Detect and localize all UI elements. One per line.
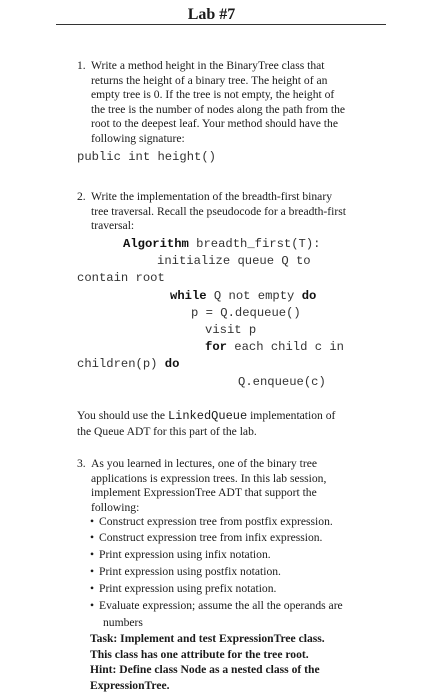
- list-item: Print expression using infix notation.: [99, 548, 271, 562]
- question-line: the Queue ADT for this part of the lab.: [77, 425, 257, 438]
- question-number: 2.: [77, 190, 86, 203]
- question-line: empty tree is 0. If the tree is not empty, the height of: [91, 88, 335, 102]
- text-span: You should use the: [77, 409, 166, 422]
- bullet-icon: •: [90, 531, 95, 545]
- question-line: [77, 409, 335, 424]
- title-divider: [56, 24, 386, 25]
- pseudocode-line: visit p: [205, 323, 257, 337]
- list-item: Construct expression tree from infix expression.: [99, 531, 323, 545]
- code-text: breadth_first(T):: [196, 237, 321, 251]
- inline-code: LinkedQueue: [167, 409, 248, 423]
- pseudocode-line: [170, 289, 316, 303]
- code-text: each child c in: [234, 340, 344, 354]
- pseudocode-line: [123, 237, 321, 251]
- bullet-icon: •: [90, 582, 95, 596]
- bullet-icon: •: [90, 565, 95, 579]
- question-line: Write the implementation of the breadth-first binary: [91, 190, 332, 203]
- pseudocode-line: contain root: [77, 271, 165, 285]
- task-line: Hint: Define class Node as a nested class of the: [90, 663, 320, 677]
- task-line: This class has one attribute for the tree root.: [90, 647, 309, 661]
- bullet-icon: •: [90, 515, 95, 529]
- page-title: Lab #7: [187, 6, 236, 23]
- task-line: Task: Implement and test ExpressionTree class.: [90, 632, 325, 646]
- question-line: traversal:: [91, 219, 135, 233]
- list-item: Print expression using postfix notation.: [99, 565, 281, 579]
- keyword: do: [164, 357, 180, 371]
- pseudocode-line: initialize queue Q to: [157, 254, 311, 268]
- bullet-icon: •: [90, 548, 95, 562]
- question-line: implement ExpressionTree ADT that support the: [91, 486, 317, 500]
- bullet-icon: •: [90, 599, 95, 613]
- question-line: root to the deepest leaf. Your method should have the: [91, 117, 338, 131]
- question-line: the tree is the number of nodes along the path from the: [91, 102, 346, 116]
- pseudocode-line: [205, 340, 344, 354]
- code-text: Q not empty: [213, 289, 295, 303]
- question-line: following signature:: [91, 132, 185, 145]
- question-line: returns the height of a binary tree. The height of an: [91, 73, 328, 87]
- pseudocode-line: p = Q.dequeue(): [191, 306, 301, 320]
- question-number: 3.: [77, 457, 86, 470]
- question-line: Write a method height in the BinaryTree class that: [91, 59, 325, 72]
- list-item: Print expression using prefix notation.: [99, 582, 277, 596]
- question-line: applications is expression trees. In this lab session,: [91, 471, 327, 485]
- pseudocode-line: Q.enqueue(c): [238, 375, 326, 389]
- question-line: tree traversal. Recall the pseudocode for a breadth-first: [91, 204, 346, 218]
- task-line: ExpressionTree.: [90, 678, 170, 692]
- pseudocode-line: [77, 357, 179, 371]
- code-text: children(p): [77, 357, 158, 371]
- question-line: following:: [91, 500, 140, 514]
- question-line: As you learned in lectures, one of the binary tree: [91, 457, 317, 470]
- list-item: Construct expression tree from postfix expression.: [99, 515, 333, 529]
- list-item-continuation: numbers: [103, 616, 143, 630]
- keyword: for: [205, 340, 227, 354]
- keyword: while: [170, 289, 207, 303]
- text-span: implementation of: [250, 409, 336, 422]
- method-signature: public int height(): [77, 150, 216, 164]
- question-number: 1.: [77, 59, 86, 72]
- list-item: Evaluate expression; assume the all the operands are: [99, 599, 343, 613]
- keyword: do: [301, 289, 317, 303]
- keyword: Algorithm: [123, 237, 189, 251]
